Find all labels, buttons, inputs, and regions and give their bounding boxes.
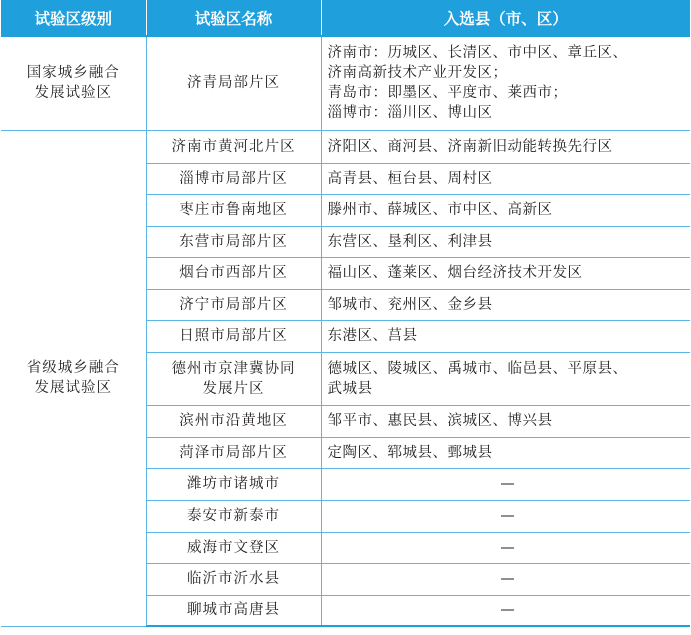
header-level: 试验区级别 xyxy=(1,0,146,36)
county-line: 滕州市、薛城区、市中区、高新区 xyxy=(327,202,553,218)
zone-name-cell xyxy=(146,194,321,226)
zone-name-line: 泰安市新泰市 xyxy=(187,508,280,524)
county-line: — xyxy=(500,539,516,556)
zone-name-line: 东营市局部片区 xyxy=(179,233,288,250)
selected-counties-cell xyxy=(321,437,690,468)
zone-name-line: 济宁市局部片区 xyxy=(179,296,288,313)
zone-name-cell xyxy=(146,595,321,626)
selected-counties-cell xyxy=(321,500,690,532)
county-line: 济南高新技术产业开发区； xyxy=(327,65,508,82)
selected-counties-cell xyxy=(321,405,690,437)
zone-name-line: 济南市黄河北片区 xyxy=(171,138,296,155)
zone-name-line: 聊城市高唐县 xyxy=(187,602,280,619)
selected-counties-cell xyxy=(321,257,690,289)
zone-name-cell xyxy=(146,130,321,163)
zone-name-line: 济青局部片区 xyxy=(187,75,280,92)
zone-name-cell xyxy=(146,405,321,437)
zone-name-line: 德州市京津冀协同 xyxy=(171,360,296,377)
table-row xyxy=(1,36,690,130)
selected-counties-cell xyxy=(321,163,690,194)
selected-counties-cell xyxy=(321,352,690,405)
zone-level-line: 国家城乡融合 xyxy=(26,65,120,82)
pilot-zone-table xyxy=(1,0,690,627)
table-body xyxy=(1,36,690,626)
county-line: — xyxy=(500,476,516,492)
county-line: 高青县、桓台县、周村区 xyxy=(327,170,493,187)
county-line: 福山区、蓬莱区、烟台经济技术开发区 xyxy=(327,265,583,281)
zone-name-line: 发展片区 xyxy=(202,380,265,397)
zone-name-line: 临沂市沂水县 xyxy=(187,571,280,587)
zone-name-cell xyxy=(146,226,321,257)
county-line: 济南市：历城区、长清区、市中区、章丘区、 xyxy=(327,45,628,62)
selected-counties-cell xyxy=(321,130,690,163)
zone-name-line: 枣庄市鲁南地区 xyxy=(179,202,288,218)
table-row xyxy=(1,130,690,163)
selected-counties-cell xyxy=(321,563,690,595)
county-line: 邹平市、惠民县、滨城区、博兴县 xyxy=(327,413,553,429)
zone-name-cell xyxy=(146,163,321,194)
zone-name-line: 日照市局部片区 xyxy=(179,328,288,344)
selected-counties-cell xyxy=(321,468,690,500)
zone-name-cell xyxy=(146,437,321,468)
county-line: 东港区、莒县 xyxy=(327,328,418,344)
county-line: — xyxy=(500,508,516,524)
zone-level-line: 发展试验区 xyxy=(34,380,112,396)
zone-level-cell xyxy=(1,130,146,626)
county-line: 淄博市：淄川区、博山区 xyxy=(327,105,493,122)
zone-name-line: 淄博市局部片区 xyxy=(179,170,288,187)
selected-counties-cell xyxy=(321,226,690,257)
header-counties: 入选县（市、区） xyxy=(321,0,690,36)
zone-name-line: 潍坊市诸城市 xyxy=(187,476,280,492)
zone-name-cell xyxy=(146,36,321,130)
zone-name-cell xyxy=(146,257,321,289)
selected-counties-cell xyxy=(321,532,690,563)
zone-name-cell xyxy=(146,532,321,563)
zone-name-cell xyxy=(146,352,321,405)
selected-counties-cell xyxy=(321,194,690,226)
zone-name-cell xyxy=(146,320,321,352)
county-line: 邹城市、兖州区、金乡县 xyxy=(327,296,493,313)
zone-name-line: 菏泽市局部片区 xyxy=(179,444,288,461)
county-line: 济阳区、商河县、济南新旧动能转换先行区 xyxy=(327,138,613,155)
county-line: 东营区、垦利区、利津县 xyxy=(327,233,493,250)
county-line: — xyxy=(500,571,516,587)
zone-name-line: 烟台市西部片区 xyxy=(179,265,288,281)
zone-level-cell xyxy=(1,36,146,130)
county-line: 定陶区、郓城县、鄄城县 xyxy=(327,444,493,461)
table-header-row xyxy=(1,0,690,36)
selected-counties-cell xyxy=(321,36,690,130)
county-line: — xyxy=(500,602,516,619)
zone-level-line: 省级城乡融合 xyxy=(26,360,120,376)
selected-counties-cell xyxy=(321,289,690,320)
county-line: 德城区、陵城区、禹城市、临邑县、平原县、 xyxy=(327,360,628,377)
county-line: 武城县 xyxy=(327,380,373,397)
zone-name-cell xyxy=(146,468,321,500)
zone-name-cell xyxy=(146,500,321,532)
selected-counties-cell xyxy=(321,320,690,352)
zone-name-cell xyxy=(146,289,321,320)
zone-name-line: 威海市文登区 xyxy=(187,539,280,556)
zone-name-cell xyxy=(146,563,321,595)
county-line: 青岛市：即墨区、平度市、莱西市； xyxy=(327,85,568,102)
header-name: 试验区名称 xyxy=(146,0,321,36)
selected-counties-cell xyxy=(321,595,690,626)
zone-level-line: 发展试验区 xyxy=(34,85,112,102)
zone-name-line: 滨州市沿黄地区 xyxy=(179,413,288,429)
